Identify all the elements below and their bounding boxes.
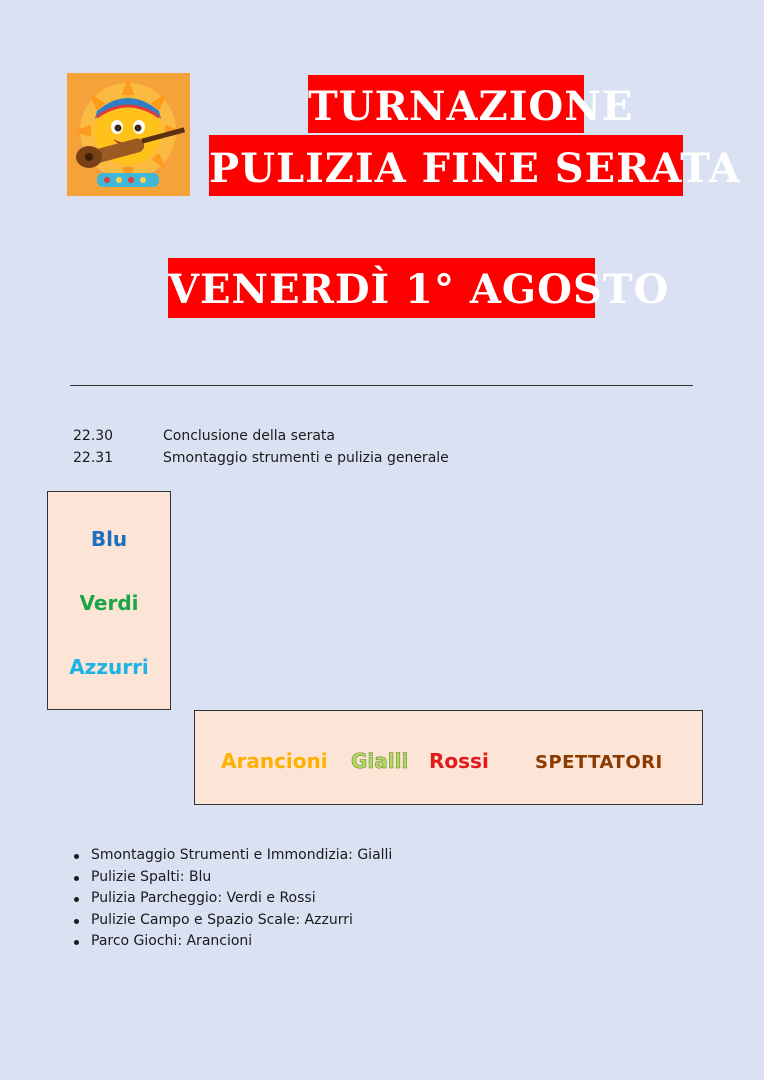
sun-guitar-mascot-icon bbox=[67, 73, 190, 196]
title-line-1: TURNAZIONE bbox=[308, 75, 584, 133]
schedule-text: Smontaggio strumenti e pulizia generale bbox=[163, 450, 449, 466]
list-item: Pulizie Campo e Spazio Scale: Azzurri bbox=[73, 910, 392, 932]
schedule-time: 22.31 bbox=[73, 450, 114, 466]
team-azzurri: Azzurri bbox=[69, 655, 149, 679]
schedule-time: 22.30 bbox=[73, 428, 114, 444]
list-item: Pulizia Parcheggio: Verdi e Rossi bbox=[73, 888, 392, 910]
team-verdi: Verdi bbox=[79, 591, 139, 615]
list-item: Parco Giochi: Arancioni bbox=[73, 931, 392, 953]
divider-line bbox=[70, 385, 693, 386]
schedule-row bbox=[73, 450, 449, 466]
team-blu: Blu bbox=[90, 527, 128, 551]
duties-list bbox=[73, 845, 392, 953]
list-item: Pulizie Spalti: Blu bbox=[73, 867, 392, 889]
event-date: VENERDÌ 1° AGOSTO bbox=[168, 258, 595, 318]
team-gialli: Gialli bbox=[351, 749, 409, 773]
team-rossi: Rossi bbox=[429, 749, 489, 773]
title-line-2: PULIZIA FINE SERATA bbox=[209, 135, 683, 196]
team-arancioni: Arancioni bbox=[221, 749, 328, 773]
team-box-left bbox=[47, 491, 171, 710]
schedule-row bbox=[73, 428, 335, 444]
schedule-text: Conclusione della serata bbox=[163, 428, 335, 444]
team-box-right bbox=[194, 710, 703, 805]
list-item: Smontaggio Strumenti e Immondizia: Gialli bbox=[73, 845, 392, 867]
team-spettatori: SPETTATORI bbox=[535, 752, 663, 773]
